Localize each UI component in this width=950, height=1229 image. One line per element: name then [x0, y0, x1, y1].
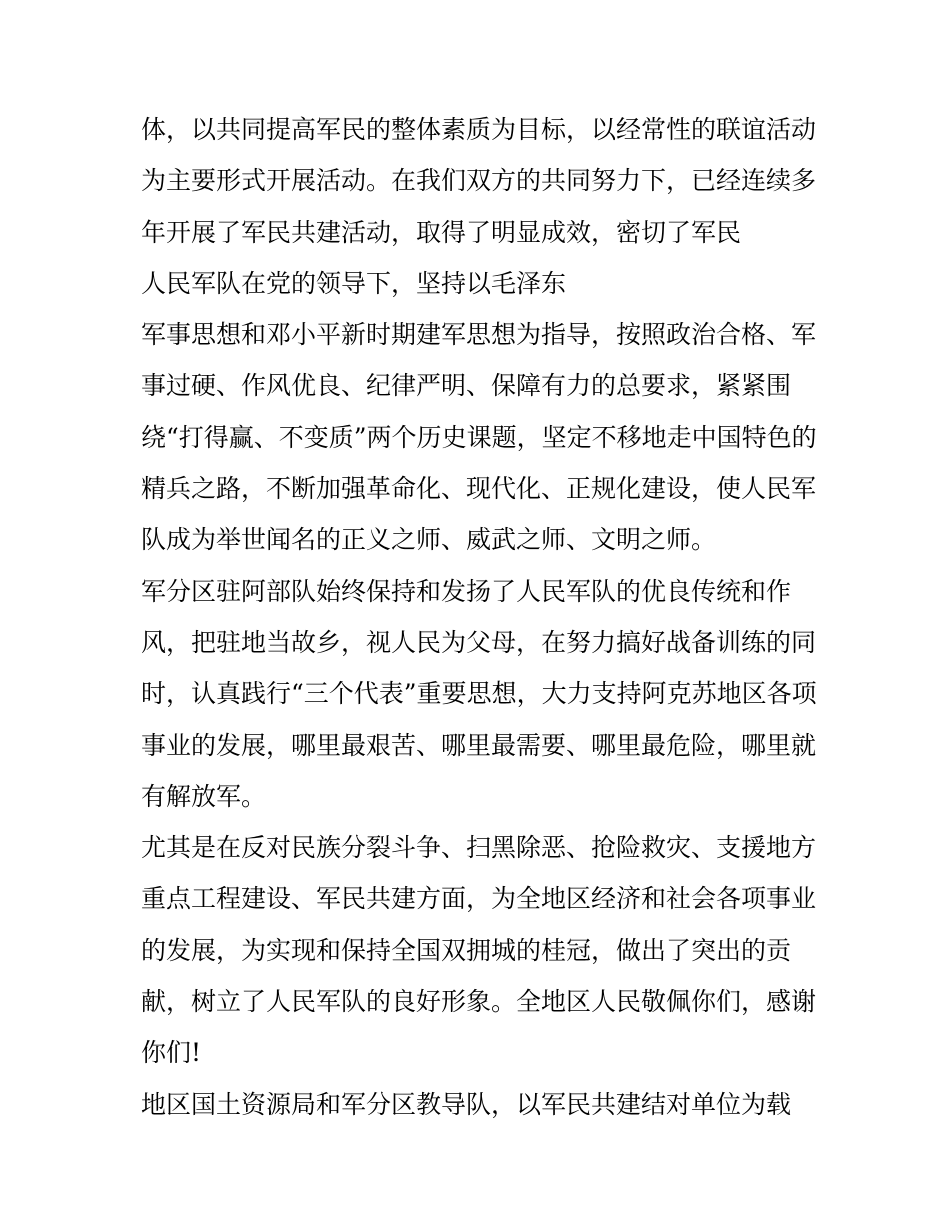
text-line: 的发展，为实现和保持全国双拥城的桂冠，做出了突出的贡 [141, 935, 792, 965]
document-body [141, 104, 821, 1130]
text-line: 风，把驻地当故乡，视人民为父母，在努力搞好战备训练的同 [141, 627, 817, 657]
text-line: 绕“打得赢、不变质”两个历史课题，坚定不移地走中国特色的 [141, 422, 817, 452]
text-line: 重点工程建设、军民共建方面，为全地区经济和社会各项事业 [141, 884, 817, 914]
text-line: 尤其是在反对民族分裂斗争、扫黑除恶、抢险救灾、支援地方 [141, 833, 817, 863]
text-line: 事过硬、作风优良、纪律严明、保障有力的总要求，紧紧围 [141, 371, 792, 401]
text-line: 队成为举世闻名的正义之师、威武之师、文明之师。 [141, 525, 717, 555]
text-line: 精兵之路，不断加强革命化、现代化、正规化建设，使人民军 [141, 474, 817, 504]
text-line: 为主要形式开展活动。在我们双方的共同努力下，已经连续多 [141, 166, 817, 196]
text-line: 有解放军。 [141, 781, 267, 811]
text-line: 献，树立了人民军队的良好形象。全地区人民敬佩你们，感谢 [141, 987, 817, 1017]
text-line: 事业的发展，哪里最艰苦、哪里最需要、哪里最危险，哪里就 [141, 730, 817, 760]
text-line: 年开展了军民共建活动，取得了明显成效，密切了军民 [141, 217, 742, 247]
text-line: 军事思想和邓小平新时期建军思想为指导，按照政治合格、军 [141, 320, 817, 350]
text-line: 时，认真践行“三个代表”重要思想，大力支持阿克苏地区各项 [141, 679, 817, 709]
text-line: 体，以共同提高军民的整体素质为目标，以经常性的联谊活动 [141, 115, 817, 144]
text-line: 你们! [141, 1038, 202, 1068]
text-line: 地区国土资源局和军分区教导队，以军民共建结对单位为载 [141, 1089, 792, 1119]
text-line: 军分区驻阿部队始终保持和发扬了人民军队的优良传统和作 [141, 576, 792, 606]
text-line: 人民军队在党的领导下，坚持以毛泽东 [141, 268, 567, 298]
